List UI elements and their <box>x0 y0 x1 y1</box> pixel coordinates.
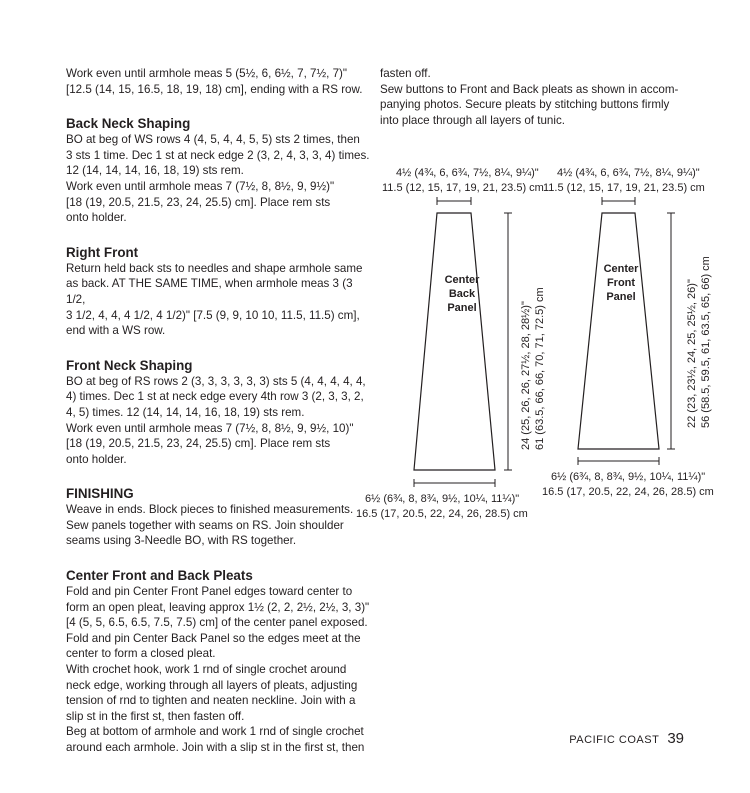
body-line: Beg at bottom of armhole and work 1 rnd of single crochet <box>66 725 364 739</box>
body-line: Work even until armhole meas 7 (7½, 8, 8½, 9, 9½)" <box>66 179 335 193</box>
body-line: center to form a closed pleat. <box>66 647 216 661</box>
label-line: Back <box>448 288 476 300</box>
dim-text: 24 (25, 26, 26, 27½, 28, 28½)" <box>520 301 532 450</box>
dim-text: 22 (23, 23½, 24, 25, 25½, 26)" <box>686 279 698 428</box>
body-line: 4) times. Dec 1 st at neck edge every 4th row 3 (2, 3, 3, 2, <box>66 390 364 404</box>
front-bottom-width-label <box>542 470 714 500</box>
body-line: [18 (19, 20.5, 21.5, 23, 24, 25.5) cm]. Place rem sts <box>66 437 331 451</box>
body-line: onto holder. <box>66 211 127 225</box>
body-line: [18 (19, 20.5, 21.5, 23, 24, 25.5) cm]. Place rem sts <box>66 195 331 209</box>
body-line: BO at beg of RS rows 2 (3, 3, 3, 3, 3, 3) sts 5 (4, 4, 4, 4, 4, <box>66 374 366 388</box>
label-line: Panel <box>447 302 477 314</box>
right-column <box>380 66 690 128</box>
schematic-diagram <box>355 160 735 530</box>
page-number: 39 <box>667 730 684 747</box>
left-column <box>66 66 371 756</box>
body-line: slip st in the first st, then fasten off. <box>66 709 245 723</box>
body-line: Return held back sts to needles and shape armhole same <box>66 261 363 275</box>
front-top-width-label <box>543 166 705 196</box>
dim-text: 16.5 (17, 20.5, 22, 24, 26, 28.5) cm <box>542 486 714 498</box>
body-line: [4 (5, 5, 6.5, 6.5, 7.5, 7.5) cm] of the center panel exposed. <box>66 616 368 630</box>
back-length-label <box>519 287 547 450</box>
body-line: as back. AT THE SAME TIME, when armhole meas 3 (3 1/2, <box>66 277 353 306</box>
body-line: tension of rnd to tighten and neaten neckline. Join with a <box>66 694 356 708</box>
body-line: 3 1/2, 4, 4, 4 1/2, 4 1/2)" [7.5 (9, 9, 10 10, 11.5, 11.5) cm], <box>66 308 360 322</box>
front-panel-label <box>601 262 641 304</box>
label-line: Center <box>603 263 639 275</box>
heading-front-neck-shaping: Front Neck Shaping <box>66 357 193 373</box>
heading-right-front: Right Front <box>66 244 139 260</box>
label-line: Panel <box>606 291 636 303</box>
body-line: fasten off. <box>380 67 431 80</box>
body-line: Fold and pin Center Back Panel so the edges meet at the <box>66 631 361 645</box>
footer-title: PACIFIC COAST <box>569 734 660 746</box>
body-line: end with a WS row. <box>66 324 166 338</box>
label-line: Center <box>444 274 480 286</box>
body-line: Sew buttons to Front and Back pleats as shown in accom- <box>380 82 679 96</box>
body-line: Weave in ends. Block pieces to finished measurements. <box>66 503 354 517</box>
dim-text: 16.5 (17, 20.5, 22, 24, 26, 28.5) cm <box>356 508 528 520</box>
heading-center-pleats: Center Front and Back Pleats <box>66 568 253 584</box>
dim-text: 4½ (4¾, 6, 6¾, 7½, 8¼, 9¼)" <box>557 167 700 179</box>
dim-text: 4½ (4¾, 6, 6¾, 7½, 8¼, 9¼)" <box>396 167 539 179</box>
back-panel-shape <box>414 213 495 470</box>
body-line: Work even until armhole meas 7 (7½, 8, 8½, 9, 9½, 10)" <box>66 421 354 435</box>
body-line: onto holder. <box>66 452 127 466</box>
dim-text: 56 (58.5, 59.5, 61, 63.5, 65, 66) cm <box>700 256 712 428</box>
body-line: form an open pleat, leaving approx 1½ (2, 2, 2½, 2½, 3, 3)" <box>66 600 370 614</box>
dim-text: 11.5 (12, 15, 17, 19, 21, 23.5) cm <box>382 182 544 194</box>
dim-text: 6½ (6¾, 8, 8¾, 9½, 10¼, 11¼)" <box>551 471 706 483</box>
body-line: With crochet hook, work 1 rnd of single crochet around <box>66 663 347 677</box>
label-line: Front <box>606 277 636 289</box>
dim-text: 6½ (6¾, 8, 8¾, 9½, 10¼, 11¼)" <box>365 493 520 505</box>
heading-finishing: FINISHING <box>66 486 134 502</box>
back-top-width-label <box>382 166 544 196</box>
body-line: 12 (14, 14, 14, 16, 18, 19) sts rem. <box>66 164 244 178</box>
intro-line: Work even until armhole meas 5 (5½, 6, 6½, 7, 7½, 7)" <box>66 67 348 80</box>
back-panel-label <box>437 273 487 315</box>
body-line: Sew panels together with seams on RS. Join shoulder <box>66 518 344 532</box>
body-line: seams using 3-Needle BO, with RS together. <box>66 534 297 548</box>
back-bottom-width-label <box>356 492 528 522</box>
body-line: panying photos. Secure pleats by stitching buttons firmly <box>380 98 670 112</box>
body-line: 4, 5) times. 12 (14, 14, 14, 16, 18, 19) sts rem. <box>66 405 305 419</box>
body-line: BO at beg of WS rows 4 (4, 5, 4, 4, 5, 5) sts 2 times, then <box>66 133 360 147</box>
dim-text: 61 (63.5, 66, 66, 70, 71, 72.5) cm <box>534 287 546 450</box>
body-line: around each armhole. Join with a slip st in the first st, then <box>66 741 365 754</box>
heading-back-neck-shaping: Back Neck Shaping <box>66 116 191 132</box>
body-line: into place through all layers of tunic. <box>380 113 565 127</box>
front-panel-shape <box>578 213 659 449</box>
page-footer <box>569 730 684 747</box>
body-line: neck edge, working through all layers of pleats, adjusting <box>66 678 358 692</box>
body-line: Fold and pin Center Front Panel edges toward center to <box>66 585 353 599</box>
body-line: 3 sts 1 time. Dec 1 st at neck edge 2 (3, 2, 4, 3, 3, 4) times. <box>66 148 370 162</box>
dim-text: 11.5 (12, 15, 17, 19, 21, 23.5) cm <box>543 182 705 194</box>
front-length-label <box>685 256 713 428</box>
intro-line: [12.5 (14, 15, 16.5, 18, 19, 18) cm], ending with a RS row. <box>66 82 363 96</box>
